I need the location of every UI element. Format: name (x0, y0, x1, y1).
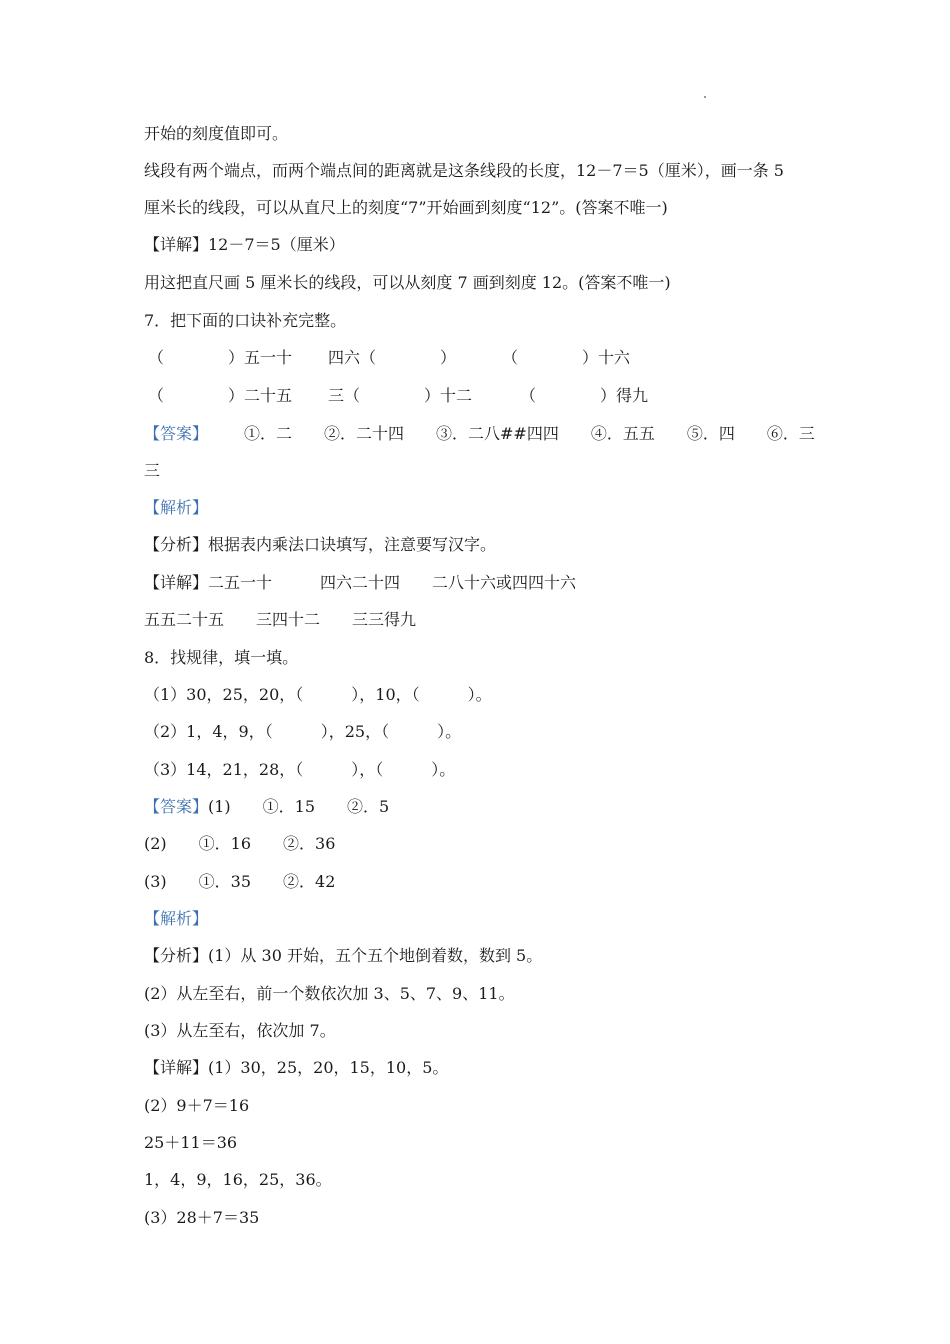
analysis-tag: 【解析】 (144, 909, 209, 928)
analysis-tag: 【解析】 (144, 498, 209, 517)
q8-detail: (2）9＋7＝16 (144, 1096, 250, 1115)
q8-analysis: 【分析】(1）从 30 开始，五个五个地倒着数，数到 5。 (144, 946, 543, 965)
q7-blank: （ ）十六 (502, 348, 631, 367)
q8-detail: 1，4，9，16，25，36。 (144, 1170, 332, 1189)
q8-analysis: (2）从左至右，前一个数依次加 3、5、7、9、11。 (144, 984, 515, 1003)
q7-blank: （ ）五一十 (148, 348, 293, 367)
q7-blank: （ ）得九 (520, 386, 649, 405)
q7-answer: ①．二 ②．二十四 ③．二八##四四 ④．五五 ⑤．四 ⑥．三 (244, 424, 815, 443)
q7-blank: （ ）二十五 (148, 386, 293, 405)
q8-answer: (3) ①．35 ②．42 (144, 872, 336, 891)
q8-answer: (1) ①．15 ②．5 (208, 797, 390, 816)
text-line: 【详解】12－7＝5（厘米） (144, 235, 345, 254)
q8-analysis: (3）从左至右，依次加 7。 (144, 1021, 336, 1040)
q7-detail: 五五二十五 三四十二 三三得九 (144, 610, 417, 629)
q7-analysis: 【分析】根据表内乘法口诀填写，注意要写汉字。 (144, 535, 497, 554)
question-8-title: 8．找规律，填一填。 (144, 648, 299, 667)
q7-blank: 四六（ ） (328, 348, 457, 367)
text-line: 厘米长的线段，可以从直尺上的刻度“7”开始画到刻度“12”。(答案不唯一) (144, 198, 668, 217)
page-mark (704, 96, 706, 98)
text-line: 线段有两个端点，而两个端点间的距离就是这条线段的长度，12－7＝5（厘米），画一条 5 (144, 161, 784, 180)
q7-answer-cont: 三 (144, 461, 161, 480)
answer-tag: 【答案】 (144, 797, 209, 816)
question-7-title: 7．把下面的口诀补充完整。 (144, 311, 347, 330)
q8-detail: (3）28＋7＝35 (144, 1208, 260, 1227)
q8-item: （2）1，4，9，（ ），25，（ ）。 (144, 722, 462, 741)
q8-detail: 25＋11＝36 (144, 1133, 238, 1152)
q8-detail: 【详解】(1）30，25，20，15，10，5。 (144, 1058, 449, 1077)
text-line: 用这把直尺画 5 厘米长的线段，可以从刻度 7 画到刻度 12。(答案不唯一) (144, 273, 671, 292)
answer-tag: 【答案】 (144, 424, 209, 443)
q8-item: （3）14，21，28，（ ），（ ）。 (144, 760, 456, 779)
q7-detail: 【详解】二五一十 四六二十四 二八十六或四四十六 (144, 573, 577, 592)
q7-blank: 三（ ）十二 (328, 386, 473, 405)
text-line: 开始的刻度值即可。 (144, 124, 289, 143)
q8-item: （1）30，25，20，（ ），10，（ ）。 (144, 685, 492, 704)
q8-answer: (2) ①．16 ②．36 (144, 834, 336, 853)
